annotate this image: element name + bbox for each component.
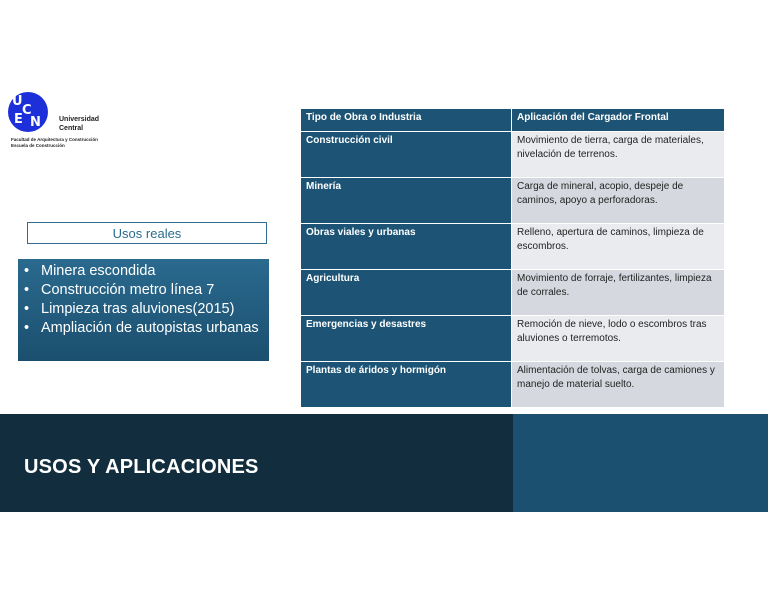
faculty-name: Facultad de Arquitectura y Construcción [11, 137, 98, 142]
table-header-row [301, 109, 725, 132]
bullet-text: Minera escondida [41, 263, 156, 279]
cell-tipo: Plantas de áridos y hormigón [301, 362, 512, 408]
cell-tipo: Minería [301, 178, 512, 224]
logo-circle-icon [8, 92, 48, 132]
applications-table [300, 108, 725, 408]
bullet-text: Limpieza tras aluviones(2015) [41, 301, 235, 317]
header-tipo: Tipo de Obra o Industria [301, 109, 512, 132]
cell-tipo: Agricultura [301, 270, 512, 316]
table-row [301, 132, 725, 178]
university-name-line1: Universidad [59, 116, 100, 123]
cell-aplicacion: Alimentación de tolvas, carga de camiones y manejo de material suelto. [512, 362, 725, 408]
table-row [301, 178, 725, 224]
cell-aplicacion: Relleno, apertura de caminos, limpieza de escombros. [512, 224, 725, 270]
usos-bullet-list [18, 259, 269, 361]
cell-aplicacion: Movimiento de tierra, carga de materiales, nivelación de terrenos. [512, 132, 725, 178]
list-item: • Minera escondida [24, 263, 156, 279]
page-title: USOS Y APLICACIONES [24, 456, 259, 478]
logo-letter-e: E [14, 112, 23, 127]
university-logo [8, 92, 128, 152]
school-name: Escuela de Construcción [11, 143, 65, 148]
cell-tipo: Emergencias y desastres [301, 316, 512, 362]
cell-tipo: Construcción civil [301, 132, 512, 178]
cell-aplicacion: Carga de mineral, acopio, despeje de caminos, apoyo a perforadoras. [512, 178, 725, 224]
header-aplicacion: Aplicación del Cargador Frontal [512, 109, 725, 132]
bullet-text: Ampliación de autopistas urbanas [41, 320, 259, 336]
usos-reales-label: Usos reales [27, 222, 267, 244]
university-name-line2: Central [59, 125, 84, 132]
bullet-text: Construcción metro línea 7 [41, 282, 215, 298]
cell-aplicacion: Movimiento de forraje, fertilizantes, limpieza de corrales. [512, 270, 725, 316]
university-name [59, 115, 119, 133]
table-row [301, 362, 725, 408]
cell-aplicacion: Remoción de nieve, lodo o escombros tras aluviones o terremotos. [512, 316, 725, 362]
list-item: • Ampliación de autopistas urbanas [24, 320, 259, 336]
logo-letter-n: N [30, 115, 41, 130]
table-row [301, 224, 725, 270]
list-item: • Construcción metro línea 7 [24, 282, 215, 298]
table-row [301, 316, 725, 362]
title-banner-accent [513, 414, 768, 512]
logo-letter-u: U [12, 94, 23, 109]
table-row [301, 270, 725, 316]
list-item: • Limpieza tras aluviones(2015) [24, 301, 235, 317]
faculty-info [11, 137, 98, 149]
cell-tipo: Obras viales y urbanas [301, 224, 512, 270]
logo-letter-c: C [22, 103, 32, 118]
